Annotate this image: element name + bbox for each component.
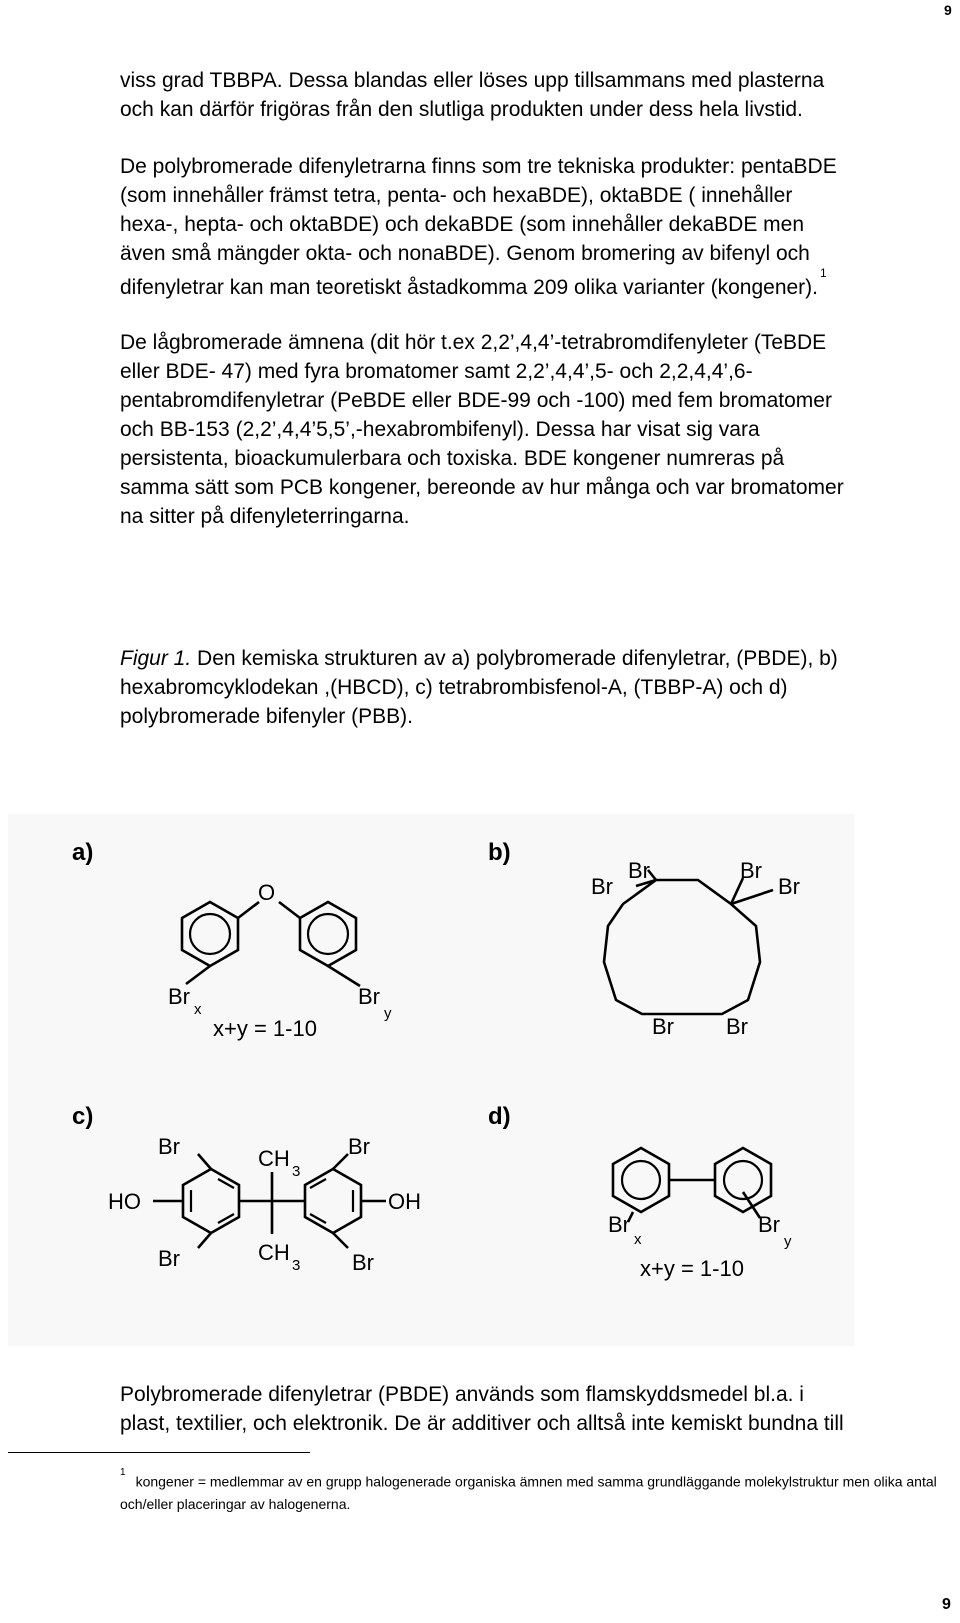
oxygen-atom: O [258,880,276,905]
bromine-atom: Br [652,1014,674,1039]
methyl-group: CH [258,1146,290,1171]
subscript-x: x [194,1001,202,1018]
bromine-atom: Br [158,1246,180,1271]
paragraph-usage [120,1380,940,1438]
text-line [120,644,940,673]
text-line: na sitter på difenyleterringarna. [120,505,410,528]
page-number-bottom: 9 [942,1596,951,1613]
bromine-atom: Br [591,874,613,899]
bromine-atom: Br [158,1134,180,1159]
panel-d-label: d) [488,1103,511,1130]
bromine-atom: Br [168,984,190,1009]
bromine-atom: Br [358,984,380,1009]
text-line: (som innehåller främst tetra, penta- och hexaBDE), oktaBDE ( innehåller [120,184,793,207]
chemical-structures-figure [8,814,854,1346]
text-line: De polybromerade difenyletrarna finns som tre tekniska produkter: pentaBDE [120,155,837,178]
methyl-subscript: 3 [292,1163,301,1180]
paragraph-technical-products [120,152,940,302]
caption-text: Den kemiska strukturen av a) polybromerade difenyletrar, (PBDE), b) [191,647,838,670]
text-line: De lågbromerade ämnena (dit hör t.ex 2,2’,4,4’-tetrabromdifenyleter (TeBDE [120,331,827,354]
panel-a-label: a) [72,839,94,866]
text-line: Polybromerade difenyletrar (PBDE) används som flamskyddsmedel bl.a. i [120,1383,804,1406]
figure-caption [120,644,940,731]
text-line: även små mängder okta- och nonaBDE). Genom bromering av bifenyl och [120,242,810,265]
text-line: eller BDE- 47) med fyra bromatomer samt 2,2’,4,4’,5- och 2,2,4,4’,6- [120,360,753,383]
text-line: viss grad TBBPA. Dessa blandas eller löses upp tillsammans med plasterna [120,69,825,92]
methyl-subscript: 3 [292,1257,301,1274]
bromine-atom: Br [608,1212,630,1237]
panel-b-structure [604,870,773,1014]
figure-label: Figur 1. [120,647,192,670]
text-line: persistenta, bioackumulerbara och toxiska. BDE kongener numreras på [120,447,785,470]
text-line [120,268,940,302]
paragraph-low-brominated [120,328,940,531]
text-line: och BB-153 (2,2’,4,4’5,5’,-hexabrombifenyl). Dessa har visat sig vara [120,418,760,441]
text-line: polybromerade bifenyler (PBB). [120,705,413,728]
text-line: och kan därför frigöras från den slutliga produkten under dess hela livstid. [120,98,803,121]
methyl-group: CH [258,1240,290,1265]
panel-b-label: b) [488,839,511,866]
panel-a-structure [182,902,360,986]
footnote-marker: 1 [120,1467,126,1478]
bromine-atom: Br [628,858,650,883]
subscript-x: x [634,1231,642,1248]
bromine-atom: Br [778,874,800,899]
paragraph-intro [120,66,940,124]
text-line: hexa-, hepta- och oktaBDE) och dekaBDE (som innehåller dekaBDE men [120,213,805,236]
panel-c-label: c) [72,1103,94,1130]
bromine-atom: Br [726,1014,748,1039]
page-number-top: 9 [944,2,952,18]
footnote-separator [8,1452,310,1453]
bromine-atom: Br [348,1134,370,1159]
hydroxyl-group: HO [108,1189,141,1214]
substitution-formula: x+y = 1-10 [213,1016,317,1041]
text-line-content: difenyletrar kan man teoretiskt åstadkomma 209 olika varianter (kongener). [120,276,819,299]
footnote-text: kongener = medlemmar av en grupp halogenerade organiska ämnen med samma grundläggande molekylstruktur men olika antal och/eller placeringar av halogenerna. [120,1473,937,1512]
text-line: pentabromdifenyletrar (PeBDE eller BDE-99 och -100) med fem bromatomer [120,389,832,412]
bromine-atom: Br [740,858,762,883]
panel-d-structure [613,1148,771,1222]
subscript-y: y [784,1233,792,1250]
hydroxyl-group: OH [388,1189,421,1214]
bromine-atom: Br [758,1212,780,1237]
footnote-reference[interactable]: 1 [820,266,827,280]
substitution-formula: x+y = 1-10 [640,1256,744,1281]
bromine-atom: Br [352,1250,374,1275]
subscript-y: y [384,1005,392,1022]
text-line: hexabromcyklodekan ,(HBCD), c) tetrabrombisfenol-A, (TBBP-A) och d) [120,676,788,699]
text-line: plast, textilier, och elektronik. De är additiver och alltså inte kemiskt bundna till [120,1412,844,1435]
footnote [120,1468,960,1515]
text-line: samma sätt som PCB kongener, bereonde av hur många och var bromatomer [120,476,844,499]
